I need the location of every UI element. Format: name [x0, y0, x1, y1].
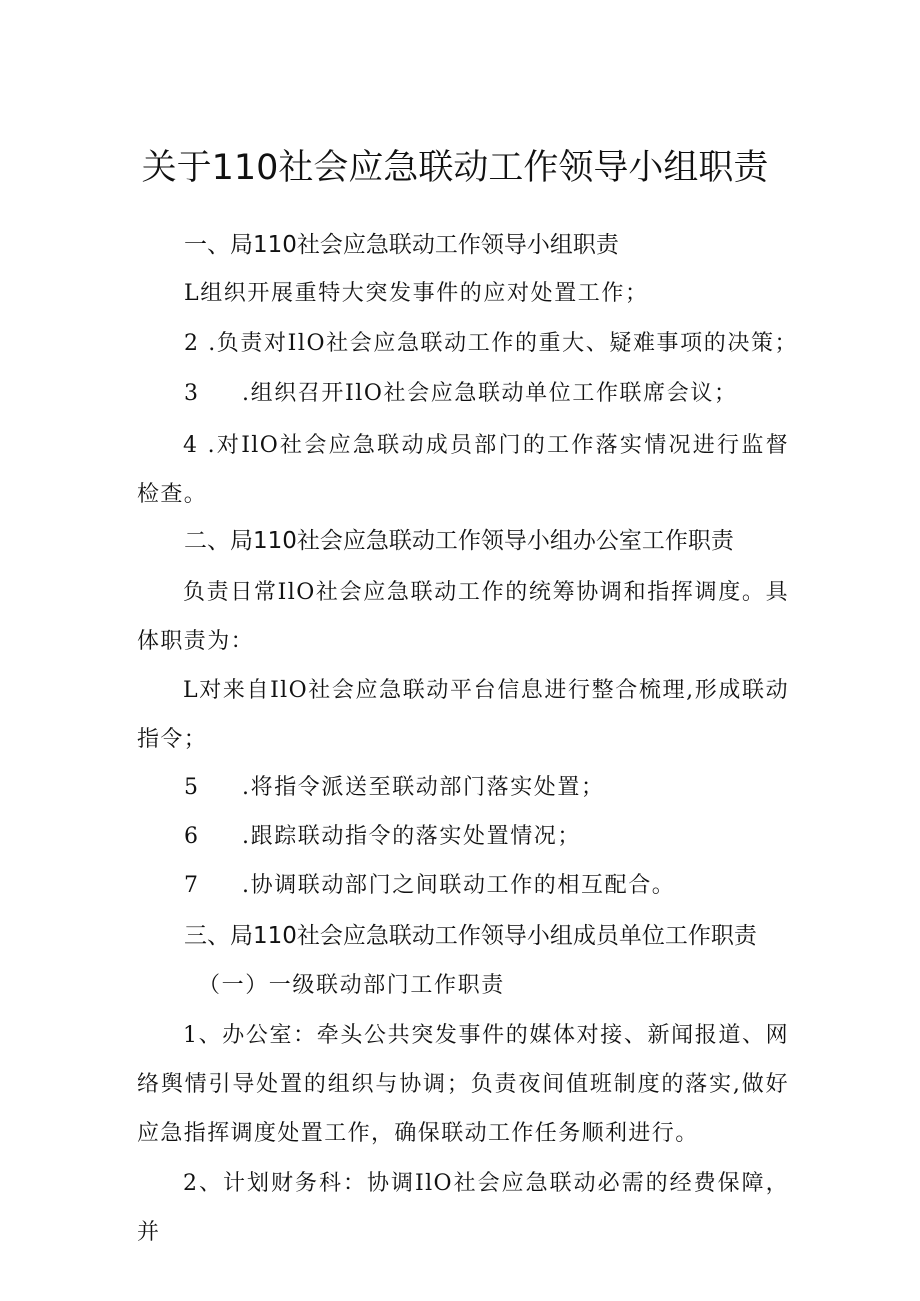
section-1-item-2: 2 .负责对IlO社会应急联动工作的重大、疑难事项的决策；: [184, 331, 799, 356]
section-2-item-7-text: .协调联动部门之间联动工作的相互配合。: [242, 873, 676, 898]
section-3-paragraph-2: 2、计划财务科：协调IlO社会应急联动必需的经费保障，并: [137, 1171, 789, 1245]
section-1-item-4: 4 .对IlO社会应急联动成员部门的工作落实情况进行监督检查。: [137, 433, 789, 507]
section-3-heading: 三、局110社会应急联动工作领导小组成员单位工作职责: [184, 923, 757, 949]
section-3-paragraph-1: 1、办公室：牵头公共突发事件的媒体对接、新闻报道、网络舆情引导处置的组织与协调；负责夜间值班制度的落实,做好应急指挥调度处置工作，确保联动工作任务顺利进行。: [137, 1023, 789, 1146]
section-2-item-5-text: .将指令派送至联动部门落实处置；: [242, 775, 605, 800]
section-1-heading: 一、局110社会应急联动工作领导小组职责: [184, 232, 619, 258]
section-1-item-1: L组织开展重特大突发事件的应对处置工作；: [184, 281, 649, 306]
section-2-item-6-text: .跟踪联动指令的落实处置情况；: [242, 824, 581, 849]
document-title: 关于110社会应急联动工作领导小组职责: [141, 148, 769, 188]
section-2-heading: 二、局110社会应急联动工作领导小组办公室工作职责: [184, 528, 734, 554]
section-1-item-3-text: .组织召开IlO社会应急联动单位工作联席会议；: [242, 381, 738, 406]
section-2-intro: 负责日常IlO社会应急联动工作的统筹协调和指挥调度。具体职责为：: [137, 580, 789, 654]
section-3-subheading-1: （一）一级联动部门工作职责: [198, 973, 505, 998]
section-2-item-7-number: 7: [184, 873, 200, 898]
section-2-item-6-number: 6: [184, 824, 200, 849]
section-2-item-1: L对来自IlO社会应急联动平台信息进行整合梳理,形成联动指令；: [137, 678, 789, 752]
section-1-item-3-number: 3: [184, 381, 200, 406]
section-2-item-5-number: 5: [184, 775, 200, 800]
